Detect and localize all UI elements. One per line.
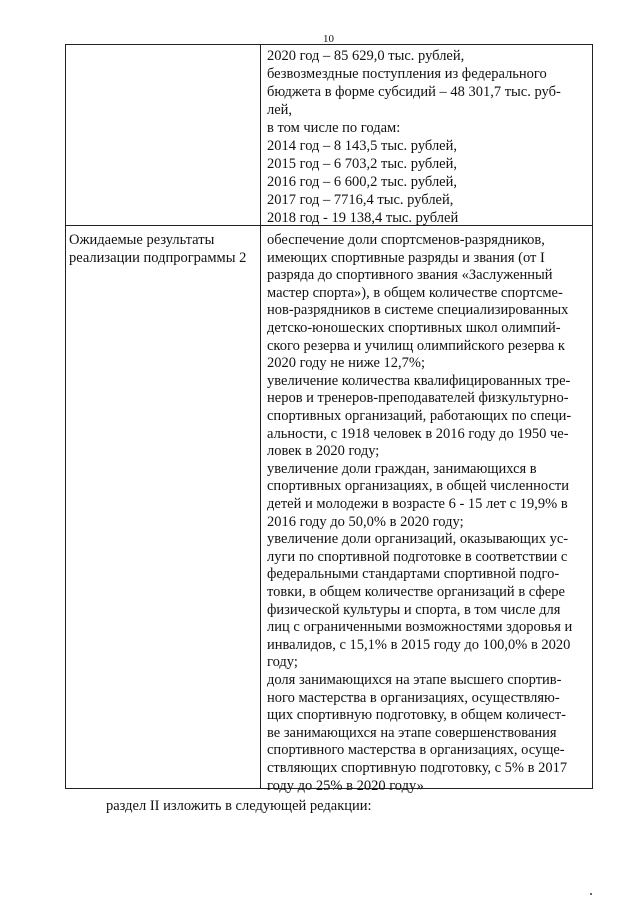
funding-text-line: 2014 год – 8 143,5 тыс. рублей, <box>267 138 458 154</box>
results-text-line: обеспечение доли спортсменов-разрядников, <box>267 232 545 248</box>
results-text-line: увеличение доли граждан, занимающихся в <box>267 460 537 477</box>
results-text-line: году до 25% в 2020 году» <box>267 777 424 794</box>
results-text-line: 2016 году до 50,0% в 2020 году; <box>267 513 464 530</box>
funding-text-line: бюджета в форме субсидий – 48 301,7 тыс. руб- <box>267 84 561 100</box>
results-text-line: спортивных организаций, работающих по специ- <box>267 408 572 424</box>
funding-text-line: 2018 год - 19 138,4 тыс. рублей <box>267 210 459 226</box>
results-text-line: нов-разрядников в системе специализированных <box>267 302 569 319</box>
results-text-line: разряда до спортивного звания «Заслуженный <box>267 267 553 284</box>
results-text-line: товки, в общем количестве организаций в сфере <box>267 584 565 600</box>
results-text-line: спортивных организациях, в общей численности <box>267 478 569 495</box>
subprogram-table <box>65 44 593 794</box>
results-text-line: доля занимающихся на этапе высшего спортив- <box>267 672 562 688</box>
results-text-line: ного мастерства в организациях, осуществляю- <box>267 689 560 706</box>
funding-text-line: лей, <box>267 102 293 118</box>
funding-text-line: 2017 год – 7716,4 тыс. рублей, <box>267 192 454 208</box>
funding-text-line: 2016 год – 6 600,2 тыс. рублей, <box>267 174 458 190</box>
results-text-line: луги по спортивной подготовке в соответствии с <box>267 548 568 565</box>
results-text-line: ствляющих спортивную подготовку, с 5% в 2017 <box>267 760 568 776</box>
results-label-line: реализации подпрограммы 2 <box>69 250 247 266</box>
results-label-line: Ожидаемые результаты <box>69 232 215 248</box>
results-text-line: имеющих спортивные разряды и звания (от I <box>267 249 545 266</box>
results-text-line: увеличение доли организаций, оказывающих ус- <box>267 531 569 548</box>
results-text-line: лиц с ограниченными возможностями здоровья и <box>267 619 573 636</box>
table-column-divider <box>260 45 261 788</box>
funding-text-line: в том числе по годам: <box>267 120 401 136</box>
results-text-line: физической культуры и спорта, в том числе для <box>267 601 561 618</box>
funding-text-line: безвозмездные поступления из федерального <box>267 66 547 82</box>
results-text-line: спортивного мастерства в организациях, осуще- <box>267 742 565 759</box>
funding-text-line: 2020 год – 85 629,0 тыс. рублей, <box>267 48 465 64</box>
results-text-line: году; <box>267 654 298 671</box>
results-text-line: инвалидов, с 15,1% в 2015 году до 100,0% в 2020 <box>267 636 571 653</box>
funding-text-line: 2015 год – 6 703,2 тыс. рублей, <box>267 156 458 172</box>
results-text-line: мастер спорта»), в общем количестве спортсме- <box>267 284 563 301</box>
results-text-line: детско-юношеских спортивных школ олимпий- <box>267 320 561 336</box>
page-number: 10 <box>323 33 334 45</box>
scan-mark <box>590 893 592 895</box>
results-text-line: ского резерва и училищ олимпийского резерва к <box>267 337 565 354</box>
results-text-line: увеличение количества квалифицированных тре- <box>267 372 571 389</box>
results-text-line: ловек в 2020 году; <box>267 443 380 460</box>
results-text-line: 2020 году не ниже 12,7%; <box>267 355 426 372</box>
results-text-line: неров и тренеров-преподавателей физкультурно- <box>267 390 569 407</box>
results-text-line: щих спортивную подготовку, в общем количест- <box>267 707 567 724</box>
results-text-line: федеральными стандартами спортивной подго- <box>267 566 560 583</box>
results-text-line: детей и молодежи в возрасте 6 - 15 лет с 19,9% в <box>267 496 568 512</box>
section-instruction-text: раздел II изложить в следующей редакции: <box>106 798 372 814</box>
results-text-line: альности, с 1918 человек в 2016 году до 1950 че- <box>267 425 569 442</box>
results-text-line: ве занимающихся на этапе совершенствования <box>267 724 557 741</box>
